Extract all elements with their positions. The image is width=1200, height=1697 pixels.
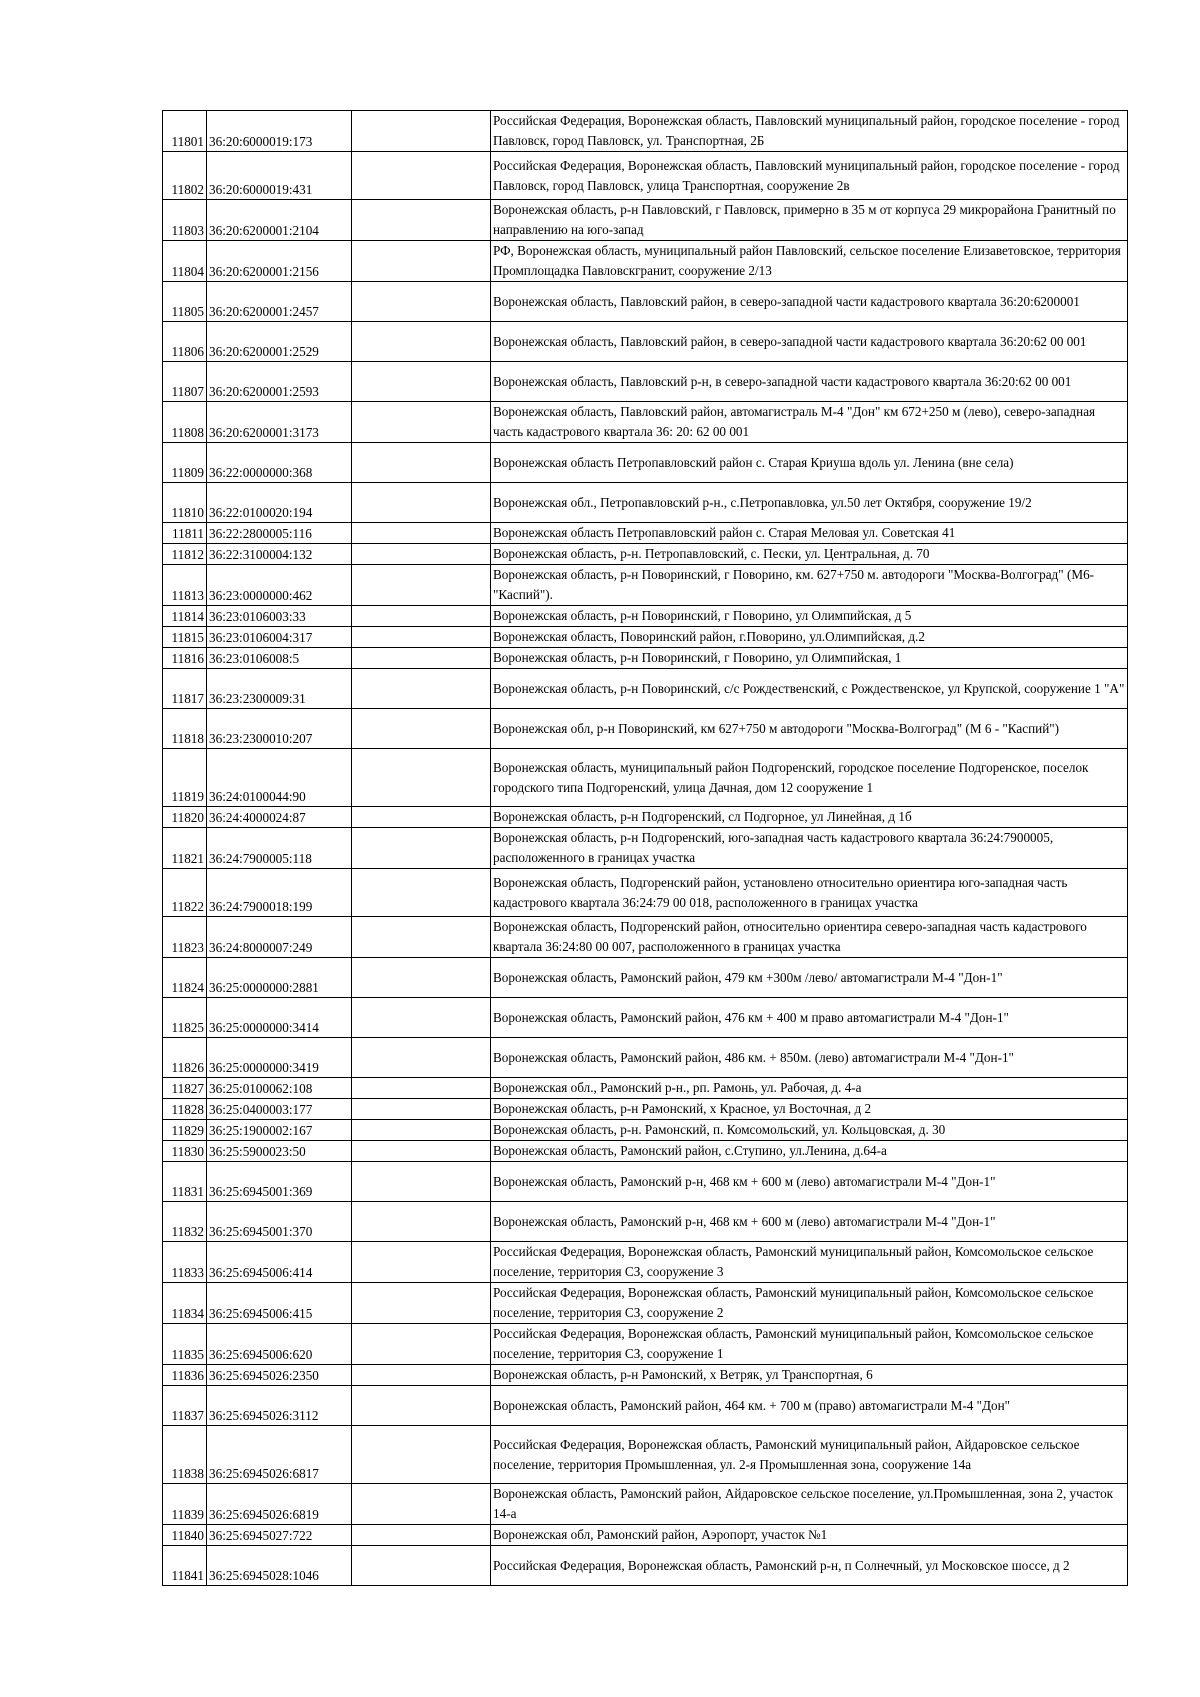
- address-cell: [491, 1162, 1128, 1202]
- table-row: [163, 282, 1128, 322]
- cadastral-number-cell: 36:24:8000007:249: [207, 917, 352, 958]
- empty-cell: [352, 807, 491, 828]
- address-text: Российская Федерация, Воронежская область, Павловский муниципальный район, городское поселение - город Павловск, город Павловск, улица Транспортная, сооружение 2в: [493, 157, 1120, 193]
- address-cell: [491, 606, 1128, 627]
- address-text: Воронежская обл, р-н Поворинский, км 627+750 м автодороги "Москва-Волгоград" (М 6 - "Каспий"): [493, 720, 1060, 736]
- row-number-cell: 11830: [163, 1141, 207, 1162]
- address-cell: [491, 917, 1128, 958]
- table-row: [163, 1525, 1128, 1546]
- cadastral-number-cell: 36:25:0000000:3419: [207, 1038, 352, 1078]
- address-cell: [491, 648, 1128, 669]
- address-text: Воронежская область, р-н Рамонский, х Ветряк, ул Транспортная, 6: [493, 1367, 873, 1382]
- empty-cell: [352, 544, 491, 565]
- empty-cell: [352, 200, 491, 241]
- row-number-cell: 11803: [163, 200, 207, 241]
- cadastral-number-cell: 36:23:0000000:462: [207, 565, 352, 606]
- address-text: Воронежская область, Рамонский район, с.Ступино, ул.Ленина, д.64-а: [493, 1143, 887, 1158]
- address-text: РФ, Воронежская область, муниципальный район Павловский, сельское поселение Елизаветовское, территория Промплощадка Павловскгранит, сооружение 2/13: [493, 243, 1121, 278]
- table-row: [163, 362, 1128, 402]
- address-cell: [491, 1078, 1128, 1099]
- table-row: [163, 958, 1128, 998]
- empty-cell: [352, 282, 491, 322]
- cadastral-number-cell: 36:25:6945001:369: [207, 1162, 352, 1202]
- address-text: Воронежская обл, Рамонский район, Аэропорт, участок №1: [493, 1527, 828, 1542]
- address-cell: [491, 1141, 1128, 1162]
- empty-cell: [352, 828, 491, 869]
- empty-cell: [352, 749, 491, 807]
- empty-cell: [352, 1324, 491, 1365]
- address-text: Воронежская область, Павловский район, в северо-западной части кадастрового квартала 36:20:62 00 001: [493, 333, 1087, 349]
- table-row: [163, 402, 1128, 443]
- row-number-cell: 11829: [163, 1120, 207, 1141]
- address-text: Воронежская область, р-н Подгоренский, юго-западная часть кадастрового квартала 36:24:7900005, расположенного в границах участка: [493, 830, 1054, 865]
- address-text: Воронежская область, Подгоренский район, относительно ориентира северо-западная часть кадастрового квартала 36:24:80 00 007, расположенного в границах участка: [493, 919, 1087, 954]
- cadastral-number-cell: 36:20:6000019:431: [207, 152, 352, 200]
- address-text: Воронежская обл., Петропавловский р-н., с.Петропавловка, ул.50 лет Октября, сооружение 19/2: [493, 494, 1032, 510]
- empty-cell: [352, 669, 491, 709]
- table-row: [163, 111, 1128, 152]
- row-number-cell: 11827: [163, 1078, 207, 1099]
- address-text: Воронежская область, р-н Павловский, г Павловск, примерно в 35 м от корпуса 29 микрорайона Гранитный по направлению на юго-запад: [493, 202, 1116, 237]
- empty-cell: [352, 322, 491, 362]
- cadastral-number-cell: 36:20:6200001:3173: [207, 402, 352, 443]
- cadastral-number-cell: 36:25:6945001:370: [207, 1202, 352, 1242]
- empty-cell: [352, 998, 491, 1038]
- table-row: [163, 917, 1128, 958]
- empty-cell: [352, 523, 491, 544]
- table-row: [163, 152, 1128, 200]
- empty-cell: [352, 1202, 491, 1242]
- empty-cell: [352, 1283, 491, 1324]
- address-cell: [491, 523, 1128, 544]
- cadastral-number-cell: 36:25:6945006:415: [207, 1283, 352, 1324]
- row-number-cell: 11807: [163, 362, 207, 402]
- empty-cell: [352, 1386, 491, 1426]
- table-row: [163, 627, 1128, 648]
- table-row: [163, 709, 1128, 749]
- cadastral-number-cell: 36:24:7900005:118: [207, 828, 352, 869]
- table-row: [163, 1546, 1128, 1586]
- cadastral-number-cell: 36:25:6945026:6819: [207, 1484, 352, 1525]
- cadastral-number-cell: 36:25:0000000:2881: [207, 958, 352, 998]
- address-cell: [491, 1202, 1128, 1242]
- address-cell: [491, 152, 1128, 200]
- table-row: [163, 483, 1128, 523]
- address-text: Воронежская область, Подгоренский район, установлено относительно ориентира юго-западная часть кадастрового квартала 36:24:79 00 018, расположенного в границах участка: [493, 874, 1068, 910]
- empty-cell: [352, 627, 491, 648]
- cadastral-number-cell: 36:25:6945026:3112: [207, 1386, 352, 1426]
- empty-cell: [352, 1038, 491, 1078]
- cadastral-number-cell: 36:20:6200001:2593: [207, 362, 352, 402]
- address-cell: [491, 1365, 1128, 1386]
- address-cell: [491, 1484, 1128, 1525]
- empty-cell: [352, 443, 491, 483]
- cadastral-number-cell: 36:25:0400003:177: [207, 1099, 352, 1120]
- address-text: Воронежская область, р-н Поворинский, г Поворино, ул Олимпийская, 1: [493, 650, 902, 665]
- row-number-cell: 11808: [163, 402, 207, 443]
- address-text: Воронежская область, Рамонский район, 479 км +300м /лево/ автомагистрали М-4 "Дон-1": [493, 969, 1003, 985]
- row-number-cell: 11836: [163, 1365, 207, 1386]
- table-row: [163, 1038, 1128, 1078]
- cadastral-number-cell: 36:24:4000024:87: [207, 807, 352, 828]
- empty-cell: [352, 958, 491, 998]
- row-number-cell: 11835: [163, 1324, 207, 1365]
- row-number-cell: 11839: [163, 1484, 207, 1525]
- cadastral-number-cell: 36:22:2800005:116: [207, 523, 352, 544]
- cadastral-number-cell: 36:24:0100044:90: [207, 749, 352, 807]
- address-cell: [491, 807, 1128, 828]
- row-number-cell: 11823: [163, 917, 207, 958]
- table-row: [163, 869, 1128, 917]
- address-text: Воронежская область Петропавловский район с. Старая Криуша вдоль ул. Ленина (вне села): [493, 454, 1014, 470]
- table-row: [163, 1162, 1128, 1202]
- empty-cell: [352, 111, 491, 152]
- cadastral-number-cell: 36:22:0000000:368: [207, 443, 352, 483]
- address-text: Российская Федерация, Воронежская область, Рамонский муниципальный район, Комсомольское сельское поселение, территория СЗ, сооружение 1: [493, 1326, 1094, 1361]
- row-number-cell: 11826: [163, 1038, 207, 1078]
- empty-cell: [352, 1546, 491, 1586]
- row-number-cell: 11811: [163, 523, 207, 544]
- table-row: [163, 1242, 1128, 1283]
- table-row: [163, 1120, 1128, 1141]
- table-row: [163, 523, 1128, 544]
- table-row: [163, 1283, 1128, 1324]
- address-cell: [491, 998, 1128, 1038]
- address-text: Российская Федерация, Воронежская область, Рамонский муниципальный район, Айдаровское сельское поселение, территория Промышленная, ул. 2-я Промышленная зона, сооружение 14а: [493, 1436, 1080, 1472]
- address-text: Воронежская область, Павловский район, в северо-западной части кадастрового квартала 36:20:6200001: [493, 293, 1080, 309]
- table-row: [163, 443, 1128, 483]
- empty-cell: [352, 1162, 491, 1202]
- address-cell: [491, 483, 1128, 523]
- row-number-cell: 11816: [163, 648, 207, 669]
- address-cell: [491, 869, 1128, 917]
- address-cell: [491, 958, 1128, 998]
- cadastral-number-cell: 36:25:6945026:6817: [207, 1426, 352, 1484]
- cadastral-number-cell: 36:22:0100020:194: [207, 483, 352, 523]
- address-cell: [491, 1120, 1128, 1141]
- row-number-cell: 11819: [163, 749, 207, 807]
- registry-table: [162, 110, 1128, 1586]
- table-row: [163, 998, 1128, 1038]
- address-text: Воронежская область, муниципальный район Подгоренский, городское поселение Подгоренское, поселок городского типа Подгоренский, улица Дачная, дом 12 сооружение 1: [493, 759, 1089, 795]
- empty-cell: [352, 1525, 491, 1546]
- row-number-cell: 11820: [163, 807, 207, 828]
- table-row: [163, 322, 1128, 362]
- table-row: [163, 1099, 1128, 1120]
- table-row: [163, 200, 1128, 241]
- cadastral-number-cell: 36:25:6945006:620: [207, 1324, 352, 1365]
- row-number-cell: 11838: [163, 1426, 207, 1484]
- address-text: Воронежская область, Рамонский район, Айдаровское сельское поселение, ул.Промышленная, зона 2, участок 14-а: [493, 1486, 1114, 1521]
- row-number-cell: 11817: [163, 669, 207, 709]
- address-text: Воронежская область, Рамонский р-н, 468 км + 600 м (лево) автомагистрали М-4 "Дон-1": [493, 1173, 996, 1189]
- row-number-cell: 11810: [163, 483, 207, 523]
- empty-cell: [352, 917, 491, 958]
- cadastral-number-cell: 36:25:6945026:2350: [207, 1365, 352, 1386]
- address-text: Российская Федерация, Воронежская область, Рамонский муниципальный район, Комсомольское сельское поселение, территория СЗ, сооружение 3: [493, 1244, 1094, 1279]
- row-number-cell: 11831: [163, 1162, 207, 1202]
- cadastral-number-cell: 36:25:5900023:50: [207, 1141, 352, 1162]
- row-number-cell: 11801: [163, 111, 207, 152]
- address-cell: [491, 241, 1128, 282]
- empty-cell: [352, 1099, 491, 1120]
- address-cell: [491, 828, 1128, 869]
- table-row: [163, 606, 1128, 627]
- address-text: Воронежская область, р-н Поворинский, г Поворино, км. 627+750 м. автодороги "Москва-Волгоград" (М6-"Каспий").: [493, 567, 1095, 602]
- row-number-cell: 11834: [163, 1283, 207, 1324]
- address-cell: [491, 1324, 1128, 1365]
- address-text: Воронежская область, Рамонский р-н, 468 км + 600 м (лево) автомагистрали М-4 "Дон-1": [493, 1213, 996, 1229]
- address-text: Воронежская область, Павловский район, автомагистраль М-4 "Дон" км 672+250 м (лево), северо-западная часть кадастрового квартала 36: 20: 62 00 001: [493, 404, 1096, 439]
- cadastral-number-cell: 36:25:6945028:1046: [207, 1546, 352, 1586]
- empty-cell: [352, 648, 491, 669]
- row-number-cell: 11841: [163, 1546, 207, 1586]
- address-text: Российская Федерация, Воронежская область, Рамонский муниципальный район, Комсомольское сельское поселение, территория СЗ, сооружение 2: [493, 1285, 1094, 1320]
- cadastral-number-cell: 36:23:0106008:5: [207, 648, 352, 669]
- address-text: Воронежская область, р-н Рамонский, х Красное, ул Восточная, д 2: [493, 1101, 872, 1116]
- table-row: [163, 1426, 1128, 1484]
- table-row: [163, 1202, 1128, 1242]
- address-text: Воронежская область, р-н. Петропавловский, с. Пески, ул. Центральная, д. 70: [493, 546, 930, 561]
- row-number-cell: 11833: [163, 1242, 207, 1283]
- row-number-cell: 11821: [163, 828, 207, 869]
- cadastral-number-cell: 36:20:6000019:173: [207, 111, 352, 152]
- address-text: Воронежская обл., Рамонский р-н., рп. Рамонь, ул. Рабочая, д. 4-а: [493, 1080, 862, 1095]
- table-row: [163, 241, 1128, 282]
- row-number-cell: 11837: [163, 1386, 207, 1426]
- address-text: Воронежская область, Поворинский район, г.Поворино, ул.Олимпийская, д.2: [493, 629, 925, 644]
- cadastral-number-cell: 36:22:3100004:132: [207, 544, 352, 565]
- empty-cell: [352, 1120, 491, 1141]
- row-number-cell: 11815: [163, 627, 207, 648]
- cadastral-number-cell: 36:25:0000000:3414: [207, 998, 352, 1038]
- address-cell: [491, 402, 1128, 443]
- empty-cell: [352, 1365, 491, 1386]
- document-page: [162, 110, 1127, 1586]
- row-number-cell: 11806: [163, 322, 207, 362]
- row-number-cell: 11818: [163, 709, 207, 749]
- address-text: Воронежская область, Рамонский район, 476 км + 400 м право автомагистрали М-4 "Дон-1": [493, 1009, 1009, 1025]
- empty-cell: [352, 1242, 491, 1283]
- address-cell: [491, 282, 1128, 322]
- empty-cell: [352, 709, 491, 749]
- address-cell: [491, 1242, 1128, 1283]
- address-cell: [491, 443, 1128, 483]
- cadastral-number-cell: 36:20:6200001:2104: [207, 200, 352, 241]
- address-cell: [491, 111, 1128, 152]
- empty-cell: [352, 1141, 491, 1162]
- address-cell: [491, 1099, 1128, 1120]
- cadastral-number-cell: 36:23:0106004:317: [207, 627, 352, 648]
- address-cell: [491, 709, 1128, 749]
- table-row: [163, 828, 1128, 869]
- address-cell: [491, 362, 1128, 402]
- empty-cell: [352, 1426, 491, 1484]
- row-number-cell: 11809: [163, 443, 207, 483]
- address-cell: [491, 200, 1128, 241]
- address-text: Воронежская область Петропавловский район с. Старая Меловая ул. Советская 41: [493, 525, 956, 540]
- row-number-cell: 11840: [163, 1525, 207, 1546]
- empty-cell: [352, 606, 491, 627]
- cadastral-number-cell: 36:25:6945006:414: [207, 1242, 352, 1283]
- row-number-cell: 11824: [163, 958, 207, 998]
- cadastral-number-cell: 36:20:6200001:2529: [207, 322, 352, 362]
- cadastral-number-cell: 36:25:0100062:108: [207, 1078, 352, 1099]
- empty-cell: [352, 402, 491, 443]
- table-row: [163, 1365, 1128, 1386]
- table-row: [163, 1078, 1128, 1099]
- cadastral-number-cell: 36:24:7900018:199: [207, 869, 352, 917]
- cadastral-number-cell: 36:23:2300010:207: [207, 709, 352, 749]
- table-row: [163, 648, 1128, 669]
- address-text: Воронежская область, р-н Поворинский, г Поворино, ул Олимпийская, д 5: [493, 608, 912, 623]
- address-text: Воронежская область, Павловский р-н, в северо-западной части кадастрового квартала 36:20:62 00 001: [493, 373, 1072, 389]
- cadastral-number-cell: 36:20:6200001:2457: [207, 282, 352, 322]
- table-row: [163, 565, 1128, 606]
- empty-cell: [352, 241, 491, 282]
- address-cell: [491, 544, 1128, 565]
- address-text: Российская Федерация, Воронежская область, Павловский муниципальный район, городское поселение - город Павловск, город Павловск, ул. Транспортная, 2Б: [493, 113, 1120, 148]
- address-cell: [491, 565, 1128, 606]
- address-cell: [491, 1525, 1128, 1546]
- address-cell: [491, 749, 1128, 807]
- address-cell: [491, 627, 1128, 648]
- row-number-cell: 11813: [163, 565, 207, 606]
- address-text: Воронежская область, Рамонский район, 464 км. + 700 м (право) автомагистрали М-4 "Дон": [493, 1397, 1011, 1413]
- cadastral-number-cell: 36:20:6200001:2156: [207, 241, 352, 282]
- cadastral-number-cell: 36:25:1900002:167: [207, 1120, 352, 1141]
- address-text: Воронежская область, р-н Поворинский, с/с Рождественский, с Рождественское, ул Крупской, сооружение 1 "А": [493, 680, 1125, 696]
- address-cell: [491, 1546, 1128, 1586]
- table-row: [163, 1141, 1128, 1162]
- address-cell: [491, 1283, 1128, 1324]
- table-row: [163, 1324, 1128, 1365]
- cadastral-number-cell: 36:23:2300009:31: [207, 669, 352, 709]
- empty-cell: [352, 362, 491, 402]
- row-number-cell: 11832: [163, 1202, 207, 1242]
- table-row: [163, 1386, 1128, 1426]
- table-row: [163, 749, 1128, 807]
- row-number-cell: 11812: [163, 544, 207, 565]
- empty-cell: [352, 1484, 491, 1525]
- row-number-cell: 11825: [163, 998, 207, 1038]
- address-cell: [491, 322, 1128, 362]
- registry-table-body: [163, 111, 1128, 1586]
- row-number-cell: 11802: [163, 152, 207, 200]
- cadastral-number-cell: 36:23:0106003:33: [207, 606, 352, 627]
- address-cell: [491, 1038, 1128, 1078]
- table-row: [163, 669, 1128, 709]
- empty-cell: [352, 483, 491, 523]
- address-text: Воронежская область, р-н Подгоренский, сл Подгорное, ул Линейная, д 1б: [493, 809, 912, 824]
- empty-cell: [352, 869, 491, 917]
- address-cell: [491, 669, 1128, 709]
- empty-cell: [352, 152, 491, 200]
- row-number-cell: 11828: [163, 1099, 207, 1120]
- row-number-cell: 11814: [163, 606, 207, 627]
- empty-cell: [352, 565, 491, 606]
- address-text: Российская Федерация, Воронежская область, Рамонский р-н, п Солнечный, ул Московское шоссе, д 2: [493, 1557, 1070, 1573]
- table-row: [163, 544, 1128, 565]
- row-number-cell: 11805: [163, 282, 207, 322]
- table-row: [163, 1484, 1128, 1525]
- row-number-cell: 11822: [163, 869, 207, 917]
- address-text: Воронежская область, Рамонский район, 486 км. + 850м. (лево) автомагистрали М-4 "Дон-1": [493, 1049, 1014, 1065]
- cadastral-number-cell: 36:25:6945027:722: [207, 1525, 352, 1546]
- address-text: Воронежская область, р-н. Рамонский, п. Комсомольский, ул. Кольцовская, д. 30: [493, 1122, 946, 1137]
- empty-cell: [352, 1078, 491, 1099]
- row-number-cell: 11804: [163, 241, 207, 282]
- address-cell: [491, 1386, 1128, 1426]
- address-cell: [491, 1426, 1128, 1484]
- table-row: [163, 807, 1128, 828]
